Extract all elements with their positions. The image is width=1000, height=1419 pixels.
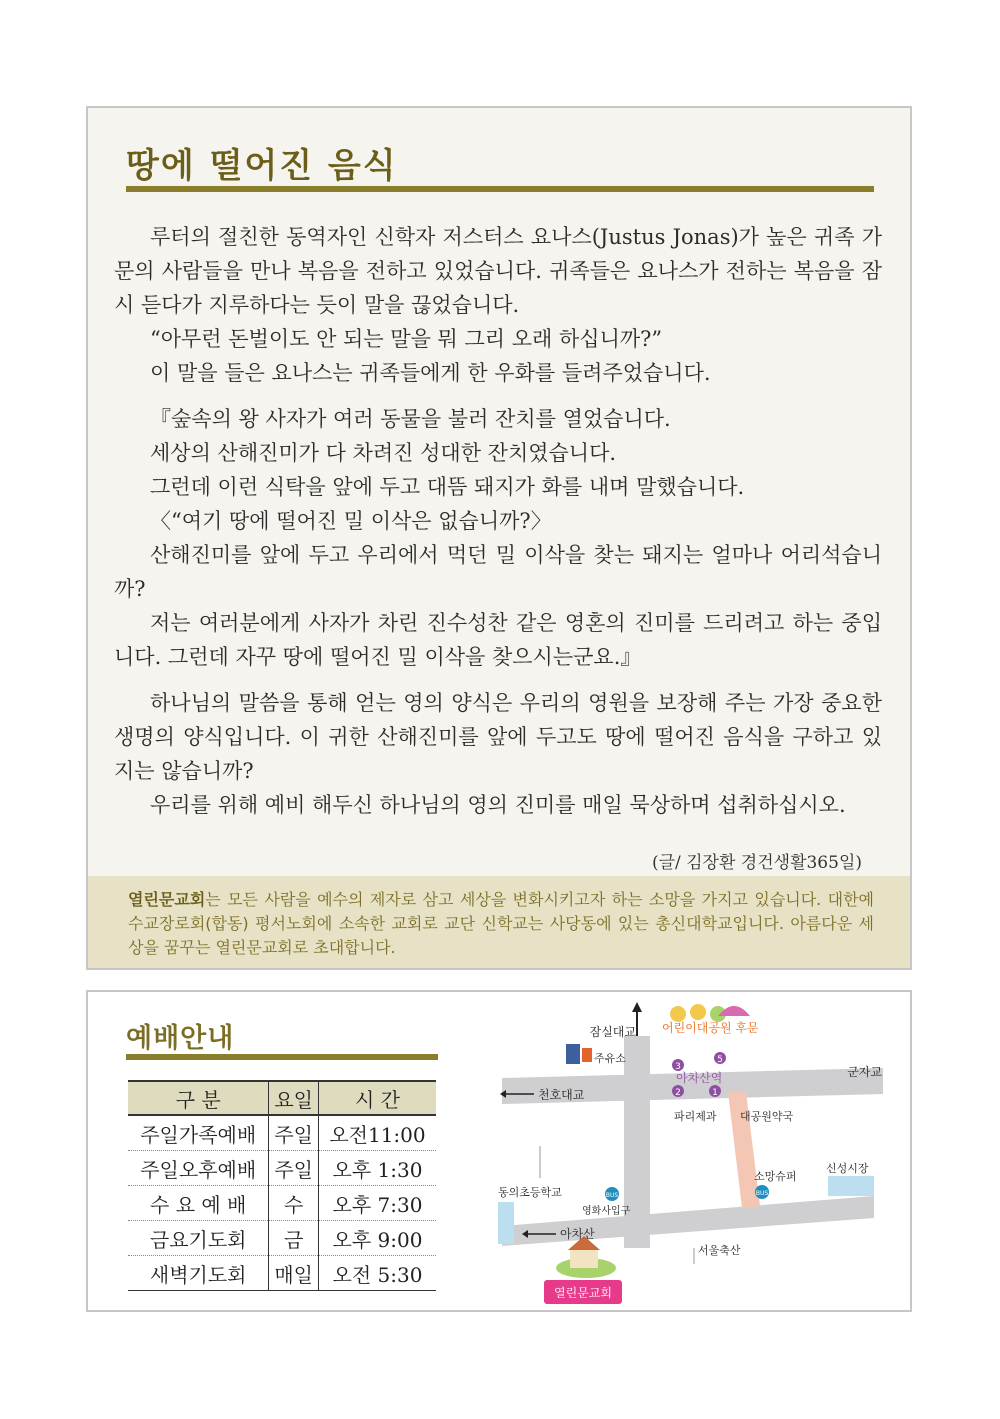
table-row xyxy=(128,1221,436,1256)
worship-table xyxy=(128,1080,436,1291)
service-name: 주일가족예배 xyxy=(128,1115,269,1151)
paragraph: “아무런 돈벌이도 안 되는 말을 뭐 그리 오래 하십니까?” xyxy=(150,327,663,351)
paragraph: 우리를 위해 예비 해두신 하나님의 영의 진미를 매일 묵상하며 섭취하십시오. xyxy=(150,793,846,817)
service-name: 새벽기도회 xyxy=(128,1256,269,1291)
road-achasan xyxy=(502,1196,874,1246)
paragraph: 루터의 절친한 동역자인 신학자 저스터스 요나스(Justus Jonas)가 높은 귀족 가문의 사람들을 만나 복음을 전하고 있었습니다. 귀족들은 요나스가 전하는 복음을 잠시 듣다가 지루하다는 듯이 말을 끊었습니다. xyxy=(114,225,882,317)
paragraph: 〈“여기 땅에 떨어진 밀 이삭은 없습니까?〉 xyxy=(150,509,552,533)
service-day: 주일 xyxy=(269,1151,319,1186)
label-somang: 소망슈퍼 xyxy=(754,1170,797,1183)
service-day: 매일 xyxy=(269,1256,319,1291)
church-intro-text: 는 모든 사람을 예수의 제자로 삼고 세상을 변화시키고자 하는 소망을 가지고 있습니다. 대한예수교장로회(합동) 평서노회에 소속한 교회로 교단 신학교는 사당동에 있는 총신대학교입니다. 아름다운 세상을 꿈꾸는 열린문교회로 초대합니다. xyxy=(128,890,874,957)
header-time: 시 간 xyxy=(318,1081,436,1115)
label-jamsil: 잠실대교 xyxy=(589,1025,636,1039)
school-block xyxy=(498,1202,514,1244)
table-row xyxy=(128,1186,436,1221)
article-body xyxy=(114,220,882,822)
location-map xyxy=(498,996,888,1308)
service-time: 오후 9:00 xyxy=(318,1221,436,1256)
exit-number: 3 xyxy=(675,1062,681,1072)
paragraph: 이 말을 들은 요나스는 귀족들에게 한 우화를 들려주었습니다. xyxy=(150,361,711,385)
service-time: 오후 7:30 xyxy=(318,1186,436,1221)
gas-pump-icon xyxy=(566,1044,580,1064)
bus-label: BUS xyxy=(605,1192,619,1199)
article-title: 땅에 떨어진 음식 xyxy=(126,146,398,186)
table-row xyxy=(128,1256,436,1291)
label-church: 열린문교회 xyxy=(554,1286,612,1300)
church-name: 열린문교회 xyxy=(128,890,206,909)
service-time: 오후 1:30 xyxy=(318,1151,436,1186)
table-row xyxy=(128,1115,436,1151)
worship-rule xyxy=(126,1054,438,1060)
label-gas-station: 주유소 xyxy=(594,1052,626,1065)
paragraph: 세상의 산해진미가 다 차려진 성대한 잔치였습니다. xyxy=(150,441,617,465)
label-achasan: 아차산 xyxy=(560,1227,595,1241)
paragraph: 산해진미를 앞에 두고 우리에서 먹던 밀 이삭을 찾는 돼지는 얼마나 어리석습니까? xyxy=(114,543,882,601)
worship-title: 예배안내 xyxy=(126,1023,235,1054)
exit-number: 2 xyxy=(675,1088,681,1098)
label-sinseong: 신성시장 xyxy=(826,1162,869,1175)
exit-number: 5 xyxy=(717,1055,723,1065)
north-arrow-head xyxy=(632,1002,642,1012)
church-intro xyxy=(88,876,910,968)
service-day: 주일 xyxy=(269,1115,319,1151)
service-name: 주일오후예배 xyxy=(128,1151,269,1186)
title-rule xyxy=(126,186,874,192)
exit-number: 1 xyxy=(712,1088,718,1098)
church-building-icon xyxy=(570,1248,598,1268)
header-category: 구 분 xyxy=(128,1081,269,1115)
label-park: 어린이대공원 후문 xyxy=(662,1021,759,1035)
label-gunja: 군자교 xyxy=(847,1065,882,1079)
service-day: 금 xyxy=(269,1221,319,1256)
table-header-row xyxy=(128,1081,436,1115)
paragraph: 그런데 이런 식탁을 앞에 두고 대뜸 돼지가 화를 내며 말했습니다. xyxy=(150,475,745,499)
paragraph: 저는 여러분에게 사자가 차린 진수성찬 같은 영혼의 진미를 드리려고 하는 중입니다. 그런데 자꾸 땅에 떨어진 밀 이삭을 찾으시는군요.』 xyxy=(114,611,882,669)
label-butcher: 서울축산 xyxy=(698,1244,741,1257)
bus-label: BUS xyxy=(755,1190,769,1197)
map-svg xyxy=(498,996,888,1308)
park-tree-icon xyxy=(670,1006,686,1022)
table-row xyxy=(128,1151,436,1186)
label-paris: 파리제과 xyxy=(674,1110,717,1123)
label-pharmacy: 대공원약국 xyxy=(740,1110,794,1123)
market-block xyxy=(828,1176,874,1196)
paragraph: 『숲속의 왕 사자가 여러 동물을 불러 잔치를 열었습니다. xyxy=(150,407,671,431)
label-school: 동의초등학교 xyxy=(498,1186,562,1199)
label-yeonghwa: 영화사입구 xyxy=(582,1206,631,1217)
article-box xyxy=(86,106,912,970)
service-name: 수 요 예 배 xyxy=(128,1186,269,1221)
service-day: 수 xyxy=(269,1186,319,1221)
article-credit: (글/ 김장환 경건생활365일) xyxy=(651,853,862,873)
label-achasan-station: 아차산역 xyxy=(676,1071,723,1085)
service-time: 오전11:00 xyxy=(318,1115,436,1151)
label-cheonho: 천호대교 xyxy=(538,1088,585,1102)
park-tree-icon xyxy=(690,1004,706,1020)
umbrella-icon xyxy=(718,1006,750,1016)
gas-sign-icon xyxy=(582,1048,592,1062)
worship-box xyxy=(86,990,912,1312)
service-time: 오전 5:30 xyxy=(318,1256,436,1291)
service-name: 금요기도회 xyxy=(128,1221,269,1256)
paragraph: 하나님의 말씀을 통해 얻는 영의 양식은 우리의 영원을 보장해 주는 가장 중요한 생명의 양식입니다. 이 귀한 산해진미를 앞에 두고도 땅에 떨어진 음식을 구하고 있지는 않습니까? xyxy=(114,691,882,783)
header-day: 요일 xyxy=(269,1081,319,1115)
